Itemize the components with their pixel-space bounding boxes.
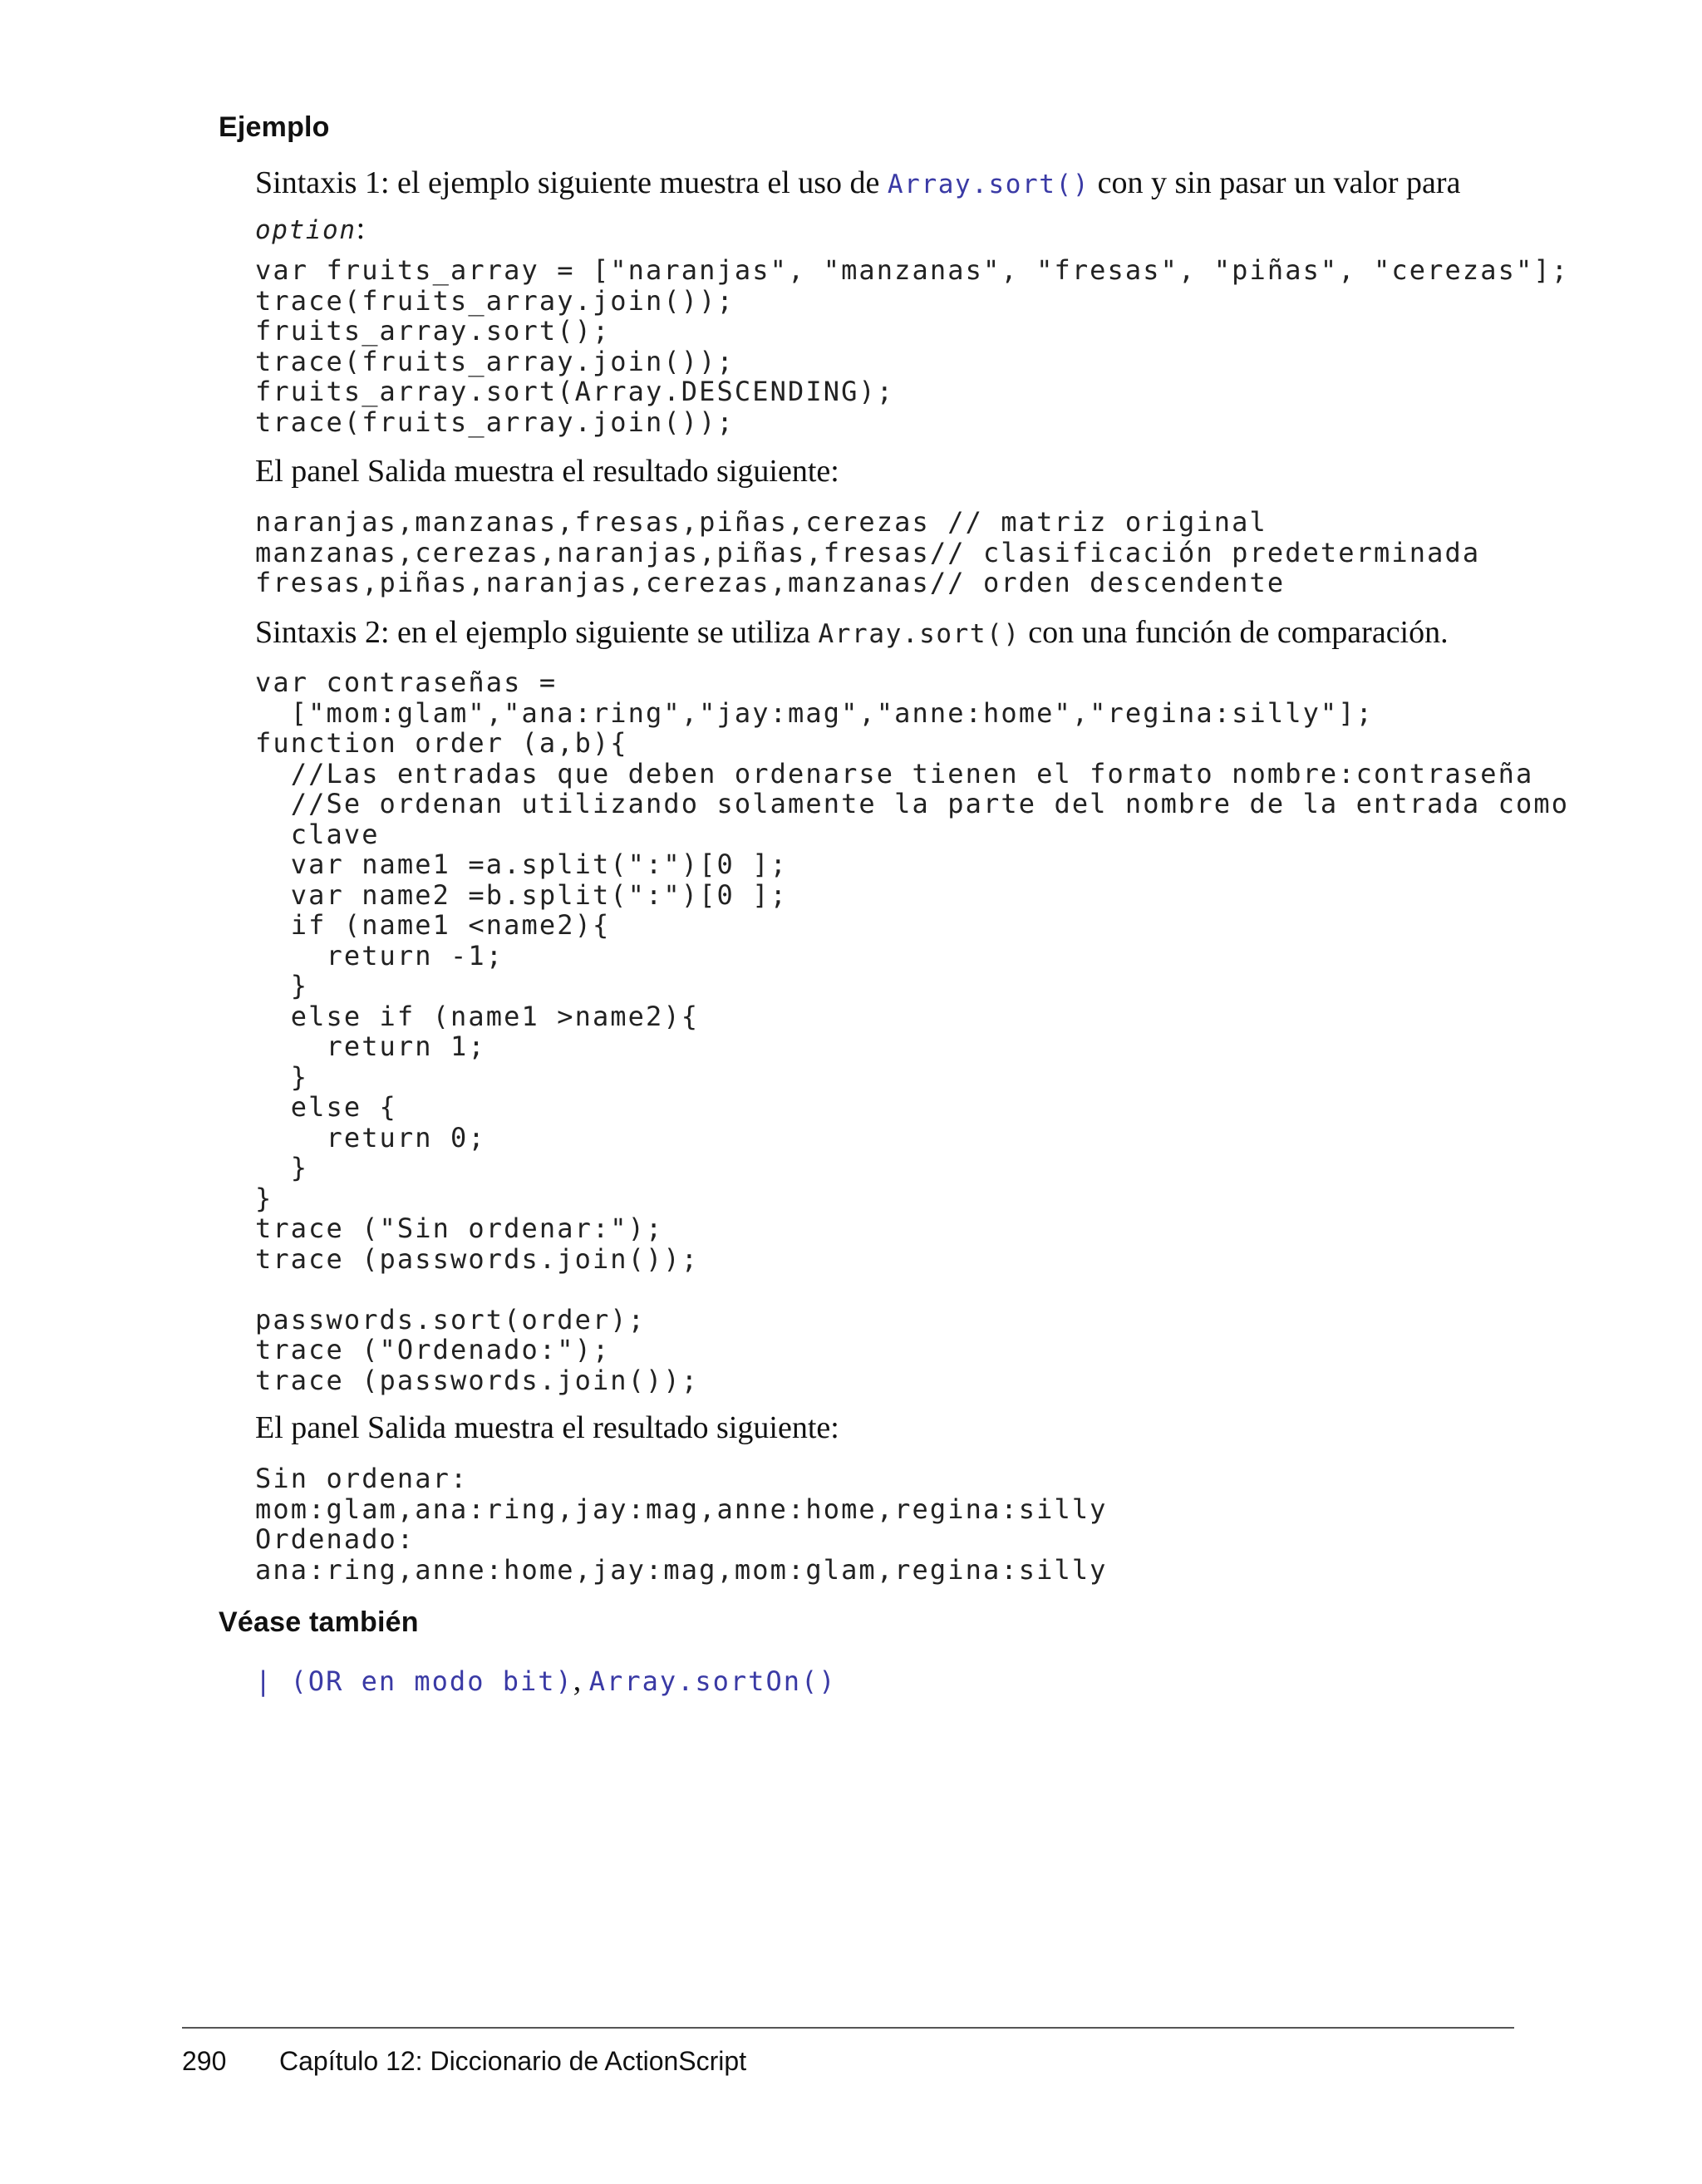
code-line: trace (passwords.join()); xyxy=(255,1364,700,1396)
code-line: else { xyxy=(255,1091,397,1123)
array-sorton-link[interactable]: Array.sortOn() xyxy=(588,1665,837,1697)
code-line: //Las entradas que deben ordenarse tienen el formato nombre:contraseña xyxy=(255,757,1534,789)
output-line: naranjas,manzanas,fresas,piñas,cerezas // matriz original xyxy=(255,506,1267,538)
code-line: trace ("Sin ordenar:"); xyxy=(255,1213,664,1244)
code-line: var name1 =a.split(":")[0 ]; xyxy=(255,849,788,880)
link-separator: , xyxy=(573,1663,589,1698)
output-line: mom:glam,ana:ring,jay:mag,anne:home,regina:silly xyxy=(255,1493,1108,1525)
see-also-links xyxy=(255,1662,837,1699)
output-line: manzanas,cerezas,naranjas,piñas,fresas// clasificación predeterminada xyxy=(255,536,1481,568)
code-line: } xyxy=(255,1182,273,1214)
code-line: fruits_array.sort(Array.DESCENDING); xyxy=(255,376,895,407)
syntax1-paragraph xyxy=(255,161,1502,253)
code-line: trace (passwords.join()); xyxy=(255,1242,700,1275)
output-block-2 xyxy=(255,1463,1108,1585)
output-line: Ordenado: xyxy=(255,1523,416,1555)
code-block-1 xyxy=(255,255,1569,437)
code-line: trace(fruits_array.join()); xyxy=(255,345,735,377)
code-line: return 0; xyxy=(255,1121,486,1153)
output-label-1: El panel Salida muestra el resultado siguiente: xyxy=(255,454,839,489)
array-sort-code: Array.sort() xyxy=(818,619,1021,649)
bitwise-or-link[interactable]: | (OR en modo bit) xyxy=(255,1665,573,1697)
code-line: trace(fruits_array.join()); xyxy=(255,406,735,438)
option-param: option xyxy=(255,215,357,245)
code-line: } xyxy=(255,970,309,1001)
footer-divider xyxy=(182,2027,1514,2029)
code-block-2 xyxy=(255,667,1569,1395)
code-line: function order (a,b){ xyxy=(255,727,628,759)
syntax1-text-mid: con y sin pasar un valor para xyxy=(1090,165,1461,200)
code-line: } xyxy=(255,1152,309,1183)
output-line: Sin ordenar: xyxy=(255,1463,469,1494)
output-label-2: El panel Salida muestra el resultado siguiente: xyxy=(255,1410,839,1445)
code-line: var fruits_array = ["naranjas", "manzanas", "fresas", "piñas", "cerezas"]; xyxy=(255,254,1570,286)
syntax2-paragraph xyxy=(255,611,1502,657)
code-line: return -1; xyxy=(255,939,504,971)
code-line: fruits_array.sort(); xyxy=(255,315,611,347)
code-line: //Se ordenan utilizando solamente la parte del nombre de la entrada como xyxy=(255,788,1570,819)
output-block-1 xyxy=(255,507,1480,598)
syntax2-text-post: con una función de comparación. xyxy=(1020,615,1449,650)
see-also-heading: Véase también xyxy=(219,1606,419,1638)
page-number: 290 xyxy=(182,2046,227,2076)
code-line: clave xyxy=(255,818,380,850)
code-line: ["mom:glam","ana:ring","jay:mag","anne:home","regina:silly"]; xyxy=(255,696,1375,729)
code-line: if (name1 <name2){ xyxy=(255,909,611,941)
syntax2-text: Sintaxis 2: en el ejemplo siguiente se utiliza xyxy=(255,615,819,650)
code-line: return 1; xyxy=(255,1031,486,1062)
output-line: ana:ring,anne:home,jay:mag,mom:glam,regina:silly xyxy=(255,1553,1108,1586)
code-line: trace(fruits_array.join()); xyxy=(255,284,735,317)
code-line xyxy=(255,1274,1569,1305)
example-heading: Ejemplo xyxy=(219,111,330,143)
code-line: else if (name1 >name2){ xyxy=(255,1000,700,1032)
array-sort-link[interactable]: Array.sort() xyxy=(887,170,1090,199)
code-line: } xyxy=(255,1060,309,1093)
code-line: var contraseñas = xyxy=(255,667,558,698)
syntax1-text: Sintaxis 1: el ejemplo siguiente muestra el uso de xyxy=(255,165,888,200)
code-line: passwords.sort(order); xyxy=(255,1303,647,1335)
output-line: fresas,piñas,naranjas,cerezas,manzanas// orden descendente xyxy=(255,567,1286,598)
syntax1-colon: : xyxy=(356,211,366,246)
code-line: var name2 =b.split(":")[0 ]; xyxy=(255,878,788,911)
chapter-title: Capítulo 12: Diccionario de ActionScript xyxy=(279,2046,747,2076)
code-line: trace ("Ordenado:"); xyxy=(255,1334,611,1365)
